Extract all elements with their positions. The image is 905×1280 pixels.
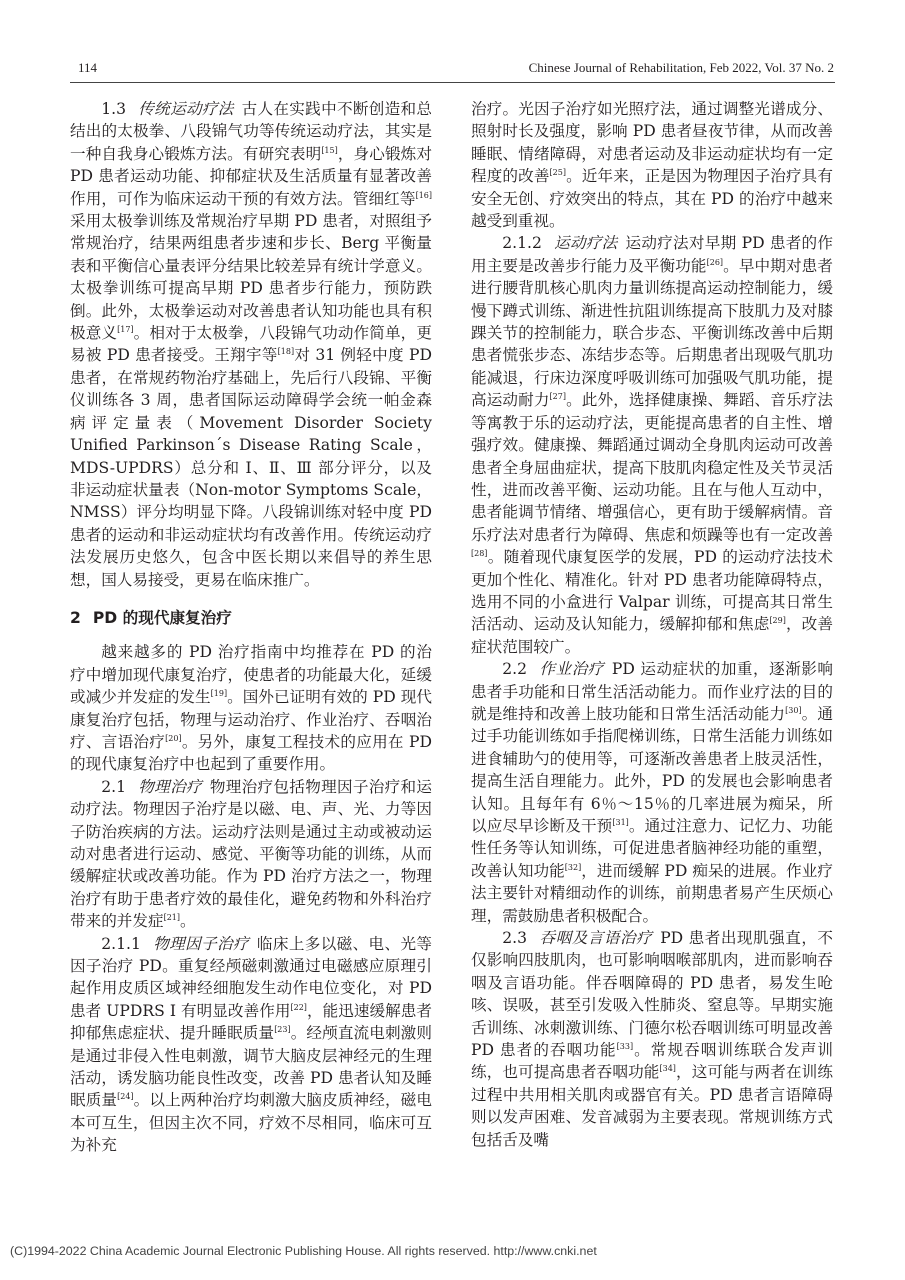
section-number: 2.1 xyxy=(101,777,126,796)
section-number: 2.2 xyxy=(502,660,527,679)
body-text: 临床上多以磁、电、光等因子治疗 PD。重复经颅磁刺激通过电磁感应原理引起作用皮质区域神经细胞发生动作电位变化，对 PD 患者 UPDRS Ⅰ 有明显改善作用 xyxy=(70,934,432,1020)
body-text: 古人在实践中不断创造和总结出的太极拳、八段锦气功等传统运动疗法，其实是一种自我身心锻炼方法。有研究表明 xyxy=(70,100,432,163)
body-text: 越来越多的 PD 治疗指南中均推荐在 PD 的治疗中增加现代康复治疗，使患者的功能最大化，延缓或减少并发症的发生 xyxy=(70,643,432,707)
body-text: 。常规吞咽训练联合发声训练，也可提高患者吞咽功能 xyxy=(471,1041,833,1082)
body-text: 物理治疗包括物理因子治疗和运动疗法。物理因子治疗是以磁、电、声、光、力等因子防治疾病的方法。运动疗法则是通过主动或被动运动对患者进行运动、感觉、平衡等功能的训练，从而缓解症状或改善功能。作为 PD 治疗方法之一，物理治疗有助于患者疗效的最佳化，避免药物和外科治疗带来的并发症 xyxy=(70,777,432,931)
citation: [34] xyxy=(659,1064,676,1074)
citation: [17] xyxy=(117,325,134,335)
section-title: 作业治疗 xyxy=(539,660,604,679)
section-2-2-paragraph xyxy=(471,658,833,927)
section-title: 吞咽及言语治疗 xyxy=(539,929,653,948)
citation: [26] xyxy=(706,257,724,267)
section-2-1-2-paragraph xyxy=(471,232,833,658)
body-text: ，能迅速缓解患者抑郁焦虑症状、提升睡眠质量 xyxy=(70,1001,432,1043)
body-text: 采用太极拳训练及常规治疗早期 PD 患者，对照组予常规治疗，结果两组患者步速和步长、Berg 平衡量表和平衡信心量表评分结果比较差异有统计学意义。太极拳训练可提高早期 PD 患者步行能力，预防跌倒。此外，太极拳运动对改善患者认知功能也具有积极意义 xyxy=(70,212,432,343)
body-text: PD 患者出现肌强直，不仅影响四肢肌肉，也可影响咽喉部肌肉，进而影响吞咽及言语功能。伴吞咽障碍的 PD 患者，易发生呛咳、误吸，甚至引发吸入性肺炎、窒息等。早期实施舌训练、冰刺激训练、门德尔松吞咽训练可明显改善 PD 患者的吞咽功能 xyxy=(471,929,834,1060)
body-text: 。通过手功能训练如手指爬梯训练，日常生活能力训练如进食辅助勺的使用等，可逐渐改善患者上肢灵活性，提高生活自理能力。此外，PD 的发展也会影响患者认知。且每年有 6％～15％的几率进展为痴呆，所以应尽早诊断及干预 xyxy=(471,704,833,835)
journal-header: Chinese Journal of Rehabilitation, Feb 2022, Vol. 37 No. 2 xyxy=(528,60,834,75)
section-2-1-1-paragraph xyxy=(70,933,432,1157)
section-title: 运动疗法 xyxy=(553,234,618,253)
header-rule xyxy=(70,82,835,83)
right-column xyxy=(471,98,833,1151)
section-2-heading xyxy=(70,607,432,629)
section-title: 物理治疗 xyxy=(138,777,202,796)
body-text: 治疗。光因子治疗如光照疗法，通过调整光谱成分、照射时长及强度，影响 PD 患者昼夜节律，从而改善睡眠、情绪障碍，对患者运动及非运动症状均有一定程度的改善 xyxy=(471,100,833,186)
body-text: 。相对于太极拳，八段锦气功动作简单，更易被 PD 患者接受。王翔宇等 xyxy=(70,324,432,365)
page-number: 114 xyxy=(78,60,98,75)
body-text: ，进而缓解 PD 痴呆的进展。作业疗法主要针对精细动作的训练，前期患者易产生厌烦心理，需鼓励患者积极配合。 xyxy=(471,861,833,925)
section-number: 1.3 xyxy=(101,100,126,118)
body-text: 。经颅直流电刺激则是通过非侵入性电刺激，调节大脑皮层神经元的生理活动，诱发脑功能良性改变，改善 PD 患者认知及睡眠质量 xyxy=(70,1024,432,1110)
body-text: 。近年来，正是因为物理因子治疗具有安全无创、疗效突出的特点，其在 PD 的治疗中越来越受到重视。 xyxy=(471,167,833,231)
body-text: 对 31 例轻中度 PD 患者，在常规药物治疗基础上，先后行八段锦、平衡仪训练各 3 周，患者国际运动障碍学会统一帕金森病评定量表（Movement Disorder Society Unified Parkinson´s Disease Rating Scale，MDS-UPDRS）总分和 Ⅰ、Ⅱ、Ⅲ 部分评分，以及非运动症状量表（Non-motor Symptoms Scale，NMSS）评分均明显下降。八段锦训练对轻中度 PD 患者的运动和非运动症状均有改善作用。传统运动疗法发展历史悠久，包含中医长期以来倡导的养生思想，国人易接受，更易在临床推广。 xyxy=(70,346,432,589)
citation: [24] xyxy=(117,1092,134,1102)
continued-paragraph xyxy=(471,98,833,232)
section-title: 物理因子治疗 xyxy=(152,934,249,953)
section-number: 2.1.2 xyxy=(502,234,542,253)
body-text: 。 xyxy=(180,912,196,931)
citation: [31] xyxy=(612,818,629,827)
section-title: 传统运动疗法 xyxy=(138,100,234,118)
citation: [32] xyxy=(564,862,582,872)
citation: [29] xyxy=(769,616,786,626)
body-text: 。通过注意力、记忆力、功能性任务等认知训练，可促进患者脑神经功能的重塑，改善认知功能 xyxy=(471,817,833,880)
citation: [20] xyxy=(165,733,182,743)
citation: [22] xyxy=(290,1002,307,1012)
body-text: 。以上两种治疗均刺激大脑皮质神经，磁电本可互生，但因主次不同，疗效不尽相同，临床可互为补充 xyxy=(70,1091,432,1155)
citation: [19] xyxy=(210,689,228,699)
citation: [23] xyxy=(274,1025,291,1035)
left-column xyxy=(70,98,432,1157)
section-number: 2.1.1 xyxy=(101,934,141,953)
body-text: 。早中期对患者进行腰背肌核心肌肉力量训练提高运动控制能力，缓慢下蹲式训练、渐进性抗阻训练提高下肢肌力及对膝踝关节的控制能力，联合步态、平衡训练改善中后期患者慌张步态、冻结步态等。后期患者出现吸气肌功能减退，行床边深度呼吸训练可加强吸气肌功能，提高运动耐力 xyxy=(471,256,833,410)
section-title: PD 的现代康复治疗 xyxy=(92,608,232,627)
citation: [21] xyxy=(163,913,180,923)
citation: [15] xyxy=(321,145,338,155)
body-text: 运动疗法对早期 PD 患者的作用主要是改善步行能力及平衡功能 xyxy=(471,234,833,275)
body-text: 。另外，康复工程技术的应用在 PD 的现代康复治疗中也起到了重要作用。 xyxy=(70,732,432,774)
body-text: ，身心锻炼对 PD 患者运动功能、抑郁症状及生活质量有显著改善作用，可作为临床运动干预的有效方法。管细红等 xyxy=(70,144,432,208)
body-text: 。国外已证明有效的 PD 现代康复治疗包括，物理与运动治疗、作业治疗、吞咽治疗、言语治疗 xyxy=(70,688,432,751)
citation: [33] xyxy=(616,1042,634,1052)
body-text: ，这可能与两者在训练过程中共用相关肌肉或器官有关。PD 患者言语障碍则以发声困难、发音减弱为主要表现。常规训练方式包括舌及嘴 xyxy=(471,1063,833,1149)
body-text: ，改善症状范围较广。 xyxy=(471,615,833,656)
body-text: 。随着现代康复医学的发展，PD 的运动疗法技术更加个性化、精准化。针对 PD 患者功能障碍特点，选用不同的小盒进行 Valpar 训练，可提高其日常生活活动、运动及认知能力，缓解抑郁和焦虑 xyxy=(471,548,833,634)
section-2-paragraph xyxy=(70,641,432,775)
section-1-3-paragraph xyxy=(70,98,432,591)
citation: [16] xyxy=(415,190,432,200)
citation: [25] xyxy=(549,168,566,178)
citation: [30] xyxy=(785,705,802,715)
copyright-footer: (C)1994-2022 China Academic Journal Electronic Publishing House. All rights reserved. http://www.cnki.net xyxy=(10,1244,597,1258)
citation: [28] xyxy=(471,549,488,559)
citation: [18] xyxy=(277,347,295,357)
body-text: PD 运动症状的加重，逐渐影响患者手功能和日常生活活动能力。而作业疗法的目的就是维持和改善上肢功能和日常生活活动能力 xyxy=(471,660,834,723)
section-2-3-paragraph xyxy=(471,927,833,1151)
section-number: 2.3 xyxy=(502,929,527,948)
section-2-1-paragraph xyxy=(70,776,432,933)
body-text: 。此外，选择健康操、舞蹈、音乐疗法等寓教于乐的运动疗法，更能提高患者的自主性、增强疗效。健康操、舞蹈通过调动全身肌肉运动可改善患者全身屈曲症状，提高下肢肌肉稳定性及关节灵活性，进而改善平衡、运动功能。且在与他人互动中，患者能调节情绪、增强信心，更有助于缓解病情。音乐疗法对患者行为障碍、焦虑和烦躁等也有一定改善 xyxy=(471,391,833,544)
section-number: 2 xyxy=(70,608,81,627)
citation: [27] xyxy=(549,392,566,402)
